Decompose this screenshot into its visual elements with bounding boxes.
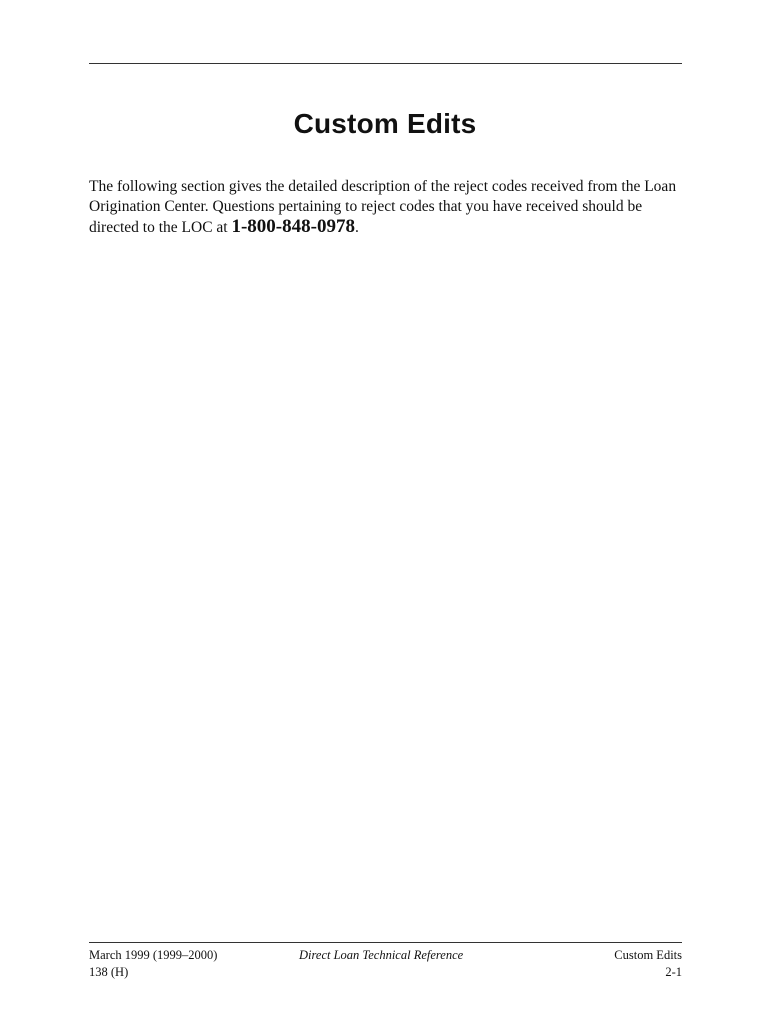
intro-line-3 [89,217,679,238]
intro-line-3-suffix: . [354,219,359,236]
page-footer [89,947,682,987]
footer-doc-code: 138 (H) [89,965,129,979]
page-title: Custom Edits [293,108,477,139]
loc-phone-number: 1-800-848-0978 [231,216,355,237]
footer-rule [89,942,682,943]
intro-line-2: Origination Center. Questions pertaining to reject codes that you have received should be [89,198,643,215]
footer-left [89,947,217,981]
intro-line-3-prefix: directed to the LOC at [89,219,232,236]
footer-page-number: 2-1 [665,965,682,979]
intro-paragraph [89,177,679,238]
intro-line-1: The following section gives the detailed description of the reject codes received from the Loan [89,178,677,195]
footer-section-name: Custom Edits [614,948,682,962]
footer-publication-title: Direct Loan Technical Reference [299,948,464,962]
header-rule [89,63,682,64]
footer-date: March 1999 (1999–2000) [89,948,218,962]
footer-right [614,947,682,981]
